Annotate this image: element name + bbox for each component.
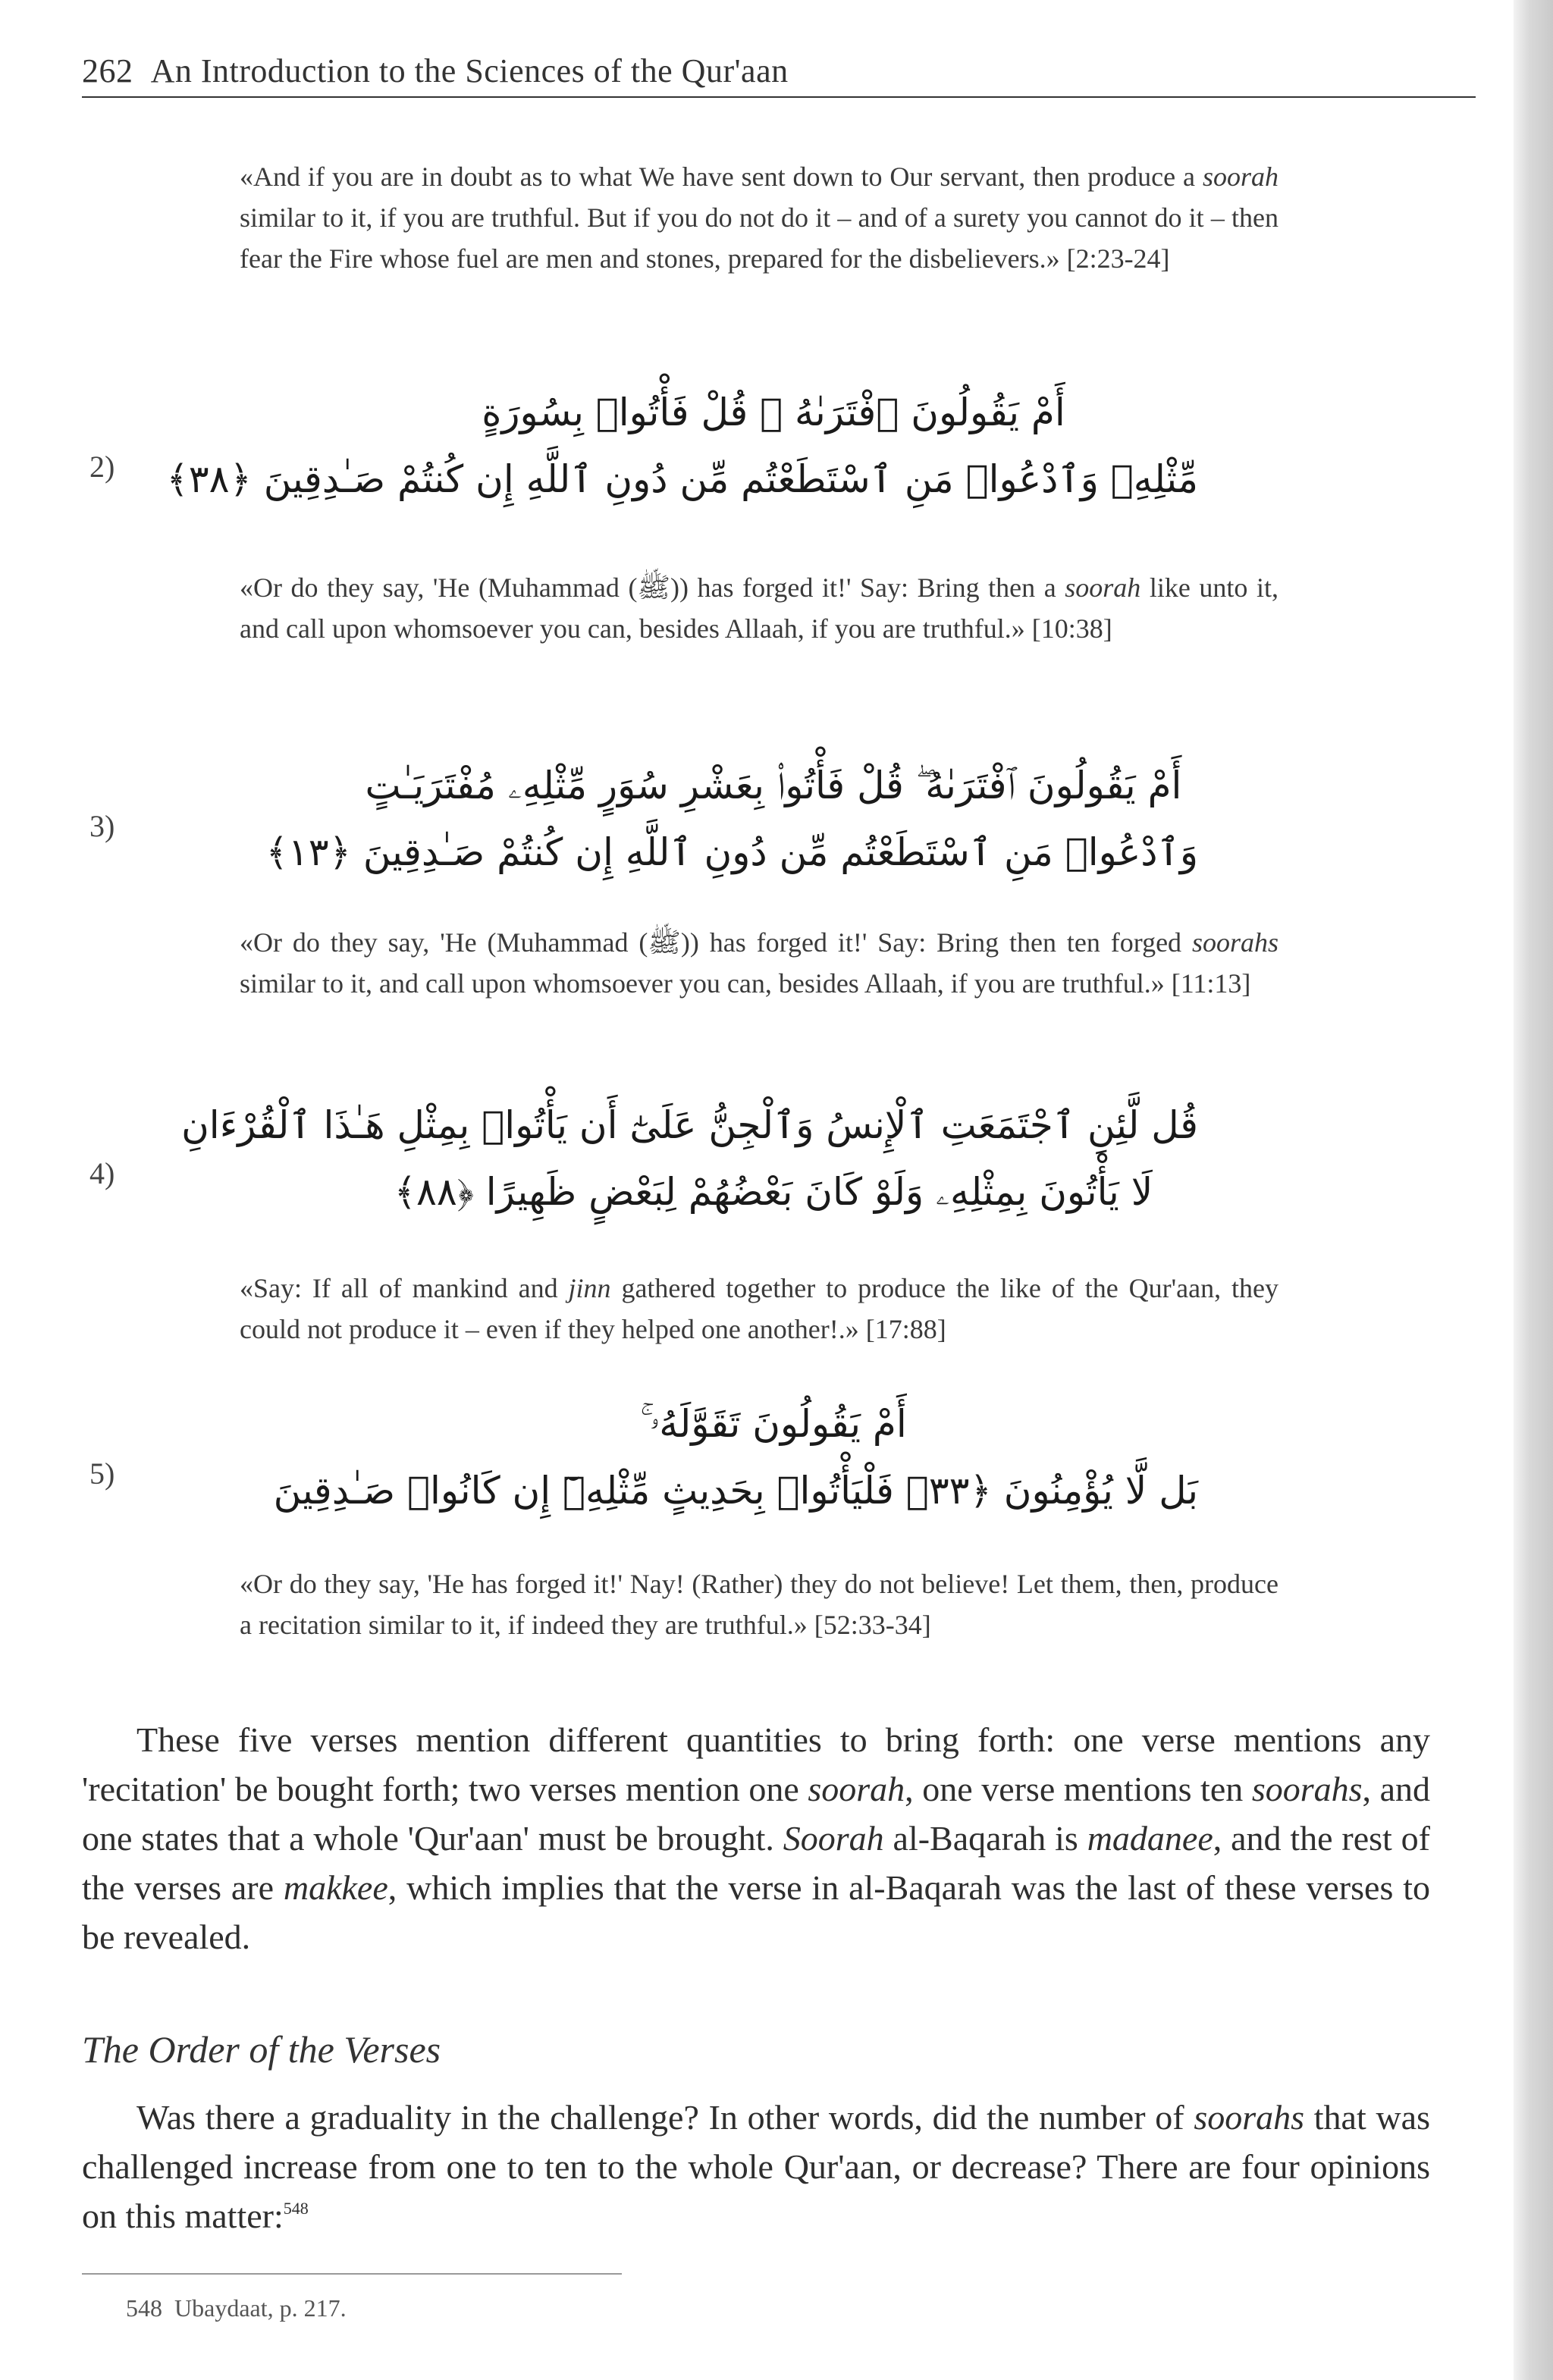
verse-translation: «Or do they say, 'He has forged it!' Nay! (Rather) they do not believe! Let them, then, produce a recitation similar to it, if indeed they are truthful.» [52:33-34] bbox=[240, 1569, 1278, 1640]
para-text: al-Baqarah is bbox=[883, 1819, 1087, 1858]
para-text: , and the rest of the verses are bbox=[82, 1819, 1430, 1907]
arabic-line: قُل لَّئِنِ ٱجْتَمَعَتِ ٱلْإِنسُ وَٱلْجِنُّ عَلَىٰٓ أَن يَأْتُوا۟ بِمِثْلِ هَـٰذَا ٱلْقُرْءَانِ bbox=[181, 1103, 1198, 1147]
para-italic: makkee bbox=[283, 1868, 388, 1907]
para-italic: soorahs bbox=[1251, 1770, 1363, 1808]
arabic-line: بَل لَّا يُؤْمِنُونَ ﴿٣٣﴾ فَلْيَأْتُوا۟ بِحَدِيثٍ مِّثْلِهِۦٓ إِن كَانُوا۟ صَـٰدِقِينَ bbox=[273, 1469, 1198, 1513]
translation-text: «Or do they say, 'He (Muhammad (ﷺ)) has forged it!' Say: Bring then a bbox=[240, 572, 1065, 603]
footnote-divider bbox=[82, 2273, 622, 2275]
translation-italic: jinn bbox=[568, 1273, 611, 1303]
para-italic: madanee bbox=[1087, 1819, 1213, 1858]
arabic-line: وَٱدْعُوا۟ مَنِ ٱسْتَطَعْتُم مِّن دُونِ ٱللَّهِ إِن كُنتُمْ صَـٰدِقِينَ ﴿١٣﴾ bbox=[265, 830, 1198, 874]
footnote-text: Ubaydaat, p. 217. bbox=[174, 2294, 347, 2322]
arabic-verse bbox=[166, 379, 1198, 513]
arabic-line: أَمْ يَقُولُونَ ٱفْتَرَىٰهُ ۖ قُلْ فَأْتُوا۟ بِسُورَةٍ bbox=[482, 390, 1065, 434]
verse-number: 5) bbox=[89, 1457, 115, 1491]
verse-number: 2) bbox=[89, 450, 115, 484]
body-paragraph bbox=[82, 2093, 1430, 2240]
para-italic: soorah bbox=[808, 1770, 905, 1808]
translation-text: like unto it, and call upon whomsoever you can, besides Allaah, if you are truthful.» [10:38] bbox=[240, 572, 1279, 644]
para-italic: soorahs bbox=[1194, 2098, 1305, 2137]
arabic-line: أَمْ يَقُولُونَ تَقَوَّلَهُۥ ۚ bbox=[640, 1402, 907, 1446]
translation-text: «Say: If all of mankind and bbox=[240, 1273, 569, 1303]
translation-text: similar to it, and call upon whomsoever you can, besides Allaah, if you are truthful.» [11:13] bbox=[240, 968, 1251, 999]
arabic-line: مِّثْلِهِۦ وَٱدْعُوا۟ مَنِ ٱسْتَطَعْتُم مِّن دُونِ ٱللَّهِ إِن كُنتُمْ صَـٰدِقِينَ ﴿٣٨﴾ bbox=[166, 457, 1198, 501]
footnote-ref[interactable]: 548 bbox=[283, 2199, 309, 2218]
verse-translation bbox=[240, 567, 1278, 649]
quote-italic: soorah bbox=[1202, 161, 1278, 192]
arabic-verse bbox=[273, 1391, 1198, 1524]
quote-text: «And if you are in doubt as to what We have sent down to Our servant, then produce a bbox=[240, 161, 1203, 192]
section-title: The Order of the Verses bbox=[82, 2028, 441, 2071]
arabic-verse bbox=[265, 752, 1198, 886]
verse-translation bbox=[240, 922, 1278, 1004]
translation-text: gathered together to produce the like of the Qur'aan, they could not produce it – even if they helped one another!.» [17:88] bbox=[240, 1273, 1278, 1344]
footnote bbox=[126, 2294, 347, 2322]
para-text: , one verse mentions ten bbox=[905, 1770, 1252, 1808]
arabic-line: أَمْ يَقُولُونَ ٱفْتَرَىٰهُ ۖ قُلْ فَأْتُوا۟ بِعَشْرِ سُوَرٍ مِّثْلِهِۦ مُفْتَرَيَـٰتٍ bbox=[365, 764, 1182, 807]
arabic-verse bbox=[181, 1092, 1198, 1225]
quote-text: similar to it, if you are truthful. But if you do not do it – and of a surety you cannot do it – then fear the Fire whose fuel are men and stones, prepared for the disbelievers.» [2:23-24] bbox=[240, 202, 1278, 274]
verse-number: 3) bbox=[89, 809, 115, 843]
body-paragraph bbox=[82, 1715, 1430, 1961]
para-text: These five verses mention different quantities to bring forth: one verse mentions any 'recitation' be bought forth; two verses mention one bbox=[82, 1720, 1430, 1808]
footnote-number: 548 bbox=[126, 2294, 162, 2322]
translation-italic: soorahs bbox=[1191, 927, 1278, 958]
quote-2-23 bbox=[240, 156, 1278, 279]
translation-italic: soorah bbox=[1065, 572, 1141, 603]
para-text: , which implies that the verse in al-Baqarah was the last of these verses to be revealed. bbox=[82, 1868, 1430, 1956]
para-italic: Soorah bbox=[783, 1819, 884, 1858]
book-title: An Introduction to the Sciences of the Qur'aan bbox=[150, 52, 789, 89]
running-header bbox=[82, 52, 1476, 98]
verse-number: 4) bbox=[89, 1156, 115, 1190]
verse-translation bbox=[240, 1268, 1278, 1350]
para-text: , and one states that a whole 'Qur'aan' must be brought. bbox=[82, 1770, 1431, 1858]
arabic-line: لَا يَأْتُونَ بِمِثْلِهِۦ وَلَوْ كَانَ بَعْضُهُمْ لِبَعْضٍ ظَهِيرًا ﴿٨٨﴾ bbox=[394, 1170, 1153, 1214]
page-number: 262 bbox=[82, 52, 133, 89]
para-text: Was there a graduality in the challenge? In other words, did the number of bbox=[136, 2098, 1194, 2137]
translation-text: «Or do they say, 'He (Muhammad (ﷺ)) has forged it!' Say: Bring then ten forged bbox=[240, 927, 1192, 958]
para-text: that was challenged increase from one to ten to the whole Qur'aan, or decrease? There are four opinions on this matter: bbox=[82, 2098, 1431, 2235]
page-edge bbox=[1514, 0, 1553, 2380]
